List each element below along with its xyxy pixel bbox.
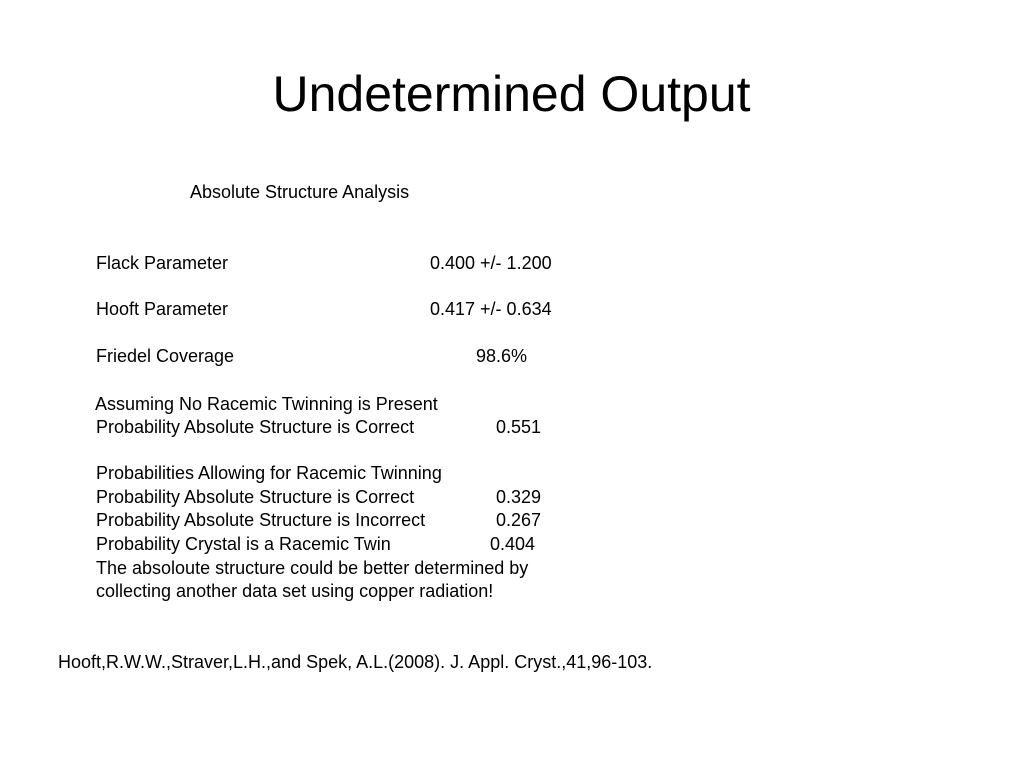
- note-line-1: The absoloute structure could be better determined by: [96, 558, 529, 578]
- no-twinning-label: Probability Absolute Structure is Correct: [96, 417, 415, 437]
- flack-parameter-label: Flack Parameter: [96, 253, 229, 273]
- hooft-parameter-label: Hooft Parameter: [96, 299, 229, 319]
- note-line-2: collecting another data set using copper radiation!: [96, 581, 494, 601]
- twinning-correct-label: Probability Absolute Structure is Correct: [96, 487, 415, 507]
- friedel-coverage-label: Friedel Coverage: [96, 346, 235, 366]
- racemic-twin-label: Probability Crystal is a Racemic Twin: [96, 534, 391, 554]
- twinning-incorrect-value: 0.267: [496, 510, 542, 530]
- racemic-twin-value: 0.404: [490, 534, 536, 554]
- no-twinning-value: 0.551: [496, 417, 542, 437]
- hooft-parameter-value: 0.417 +/- 0.634: [430, 299, 552, 319]
- twinning-incorrect-label: Probability Absolute Structure is Incorrect: [96, 510, 426, 530]
- section-heading: Absolute Structure Analysis: [190, 182, 410, 202]
- flack-parameter-value: 0.400 +/- 1.200: [430, 253, 552, 273]
- twinning-heading: Probabilities Allowing for Racemic Twinning: [96, 463, 442, 483]
- slide-title: Undetermined Output: [272, 66, 751, 122]
- friedel-coverage-value: 98.6%: [476, 346, 528, 366]
- reference-citation: Hooft,R.W.W.,Straver,L.H.,and Spek, A.L.(2008). J. Appl. Cryst.,41,96-103.: [58, 652, 653, 672]
- twinning-correct-value: 0.329: [496, 487, 542, 507]
- no-twinning-heading: Assuming No Racemic Twinning is Present: [95, 394, 438, 414]
